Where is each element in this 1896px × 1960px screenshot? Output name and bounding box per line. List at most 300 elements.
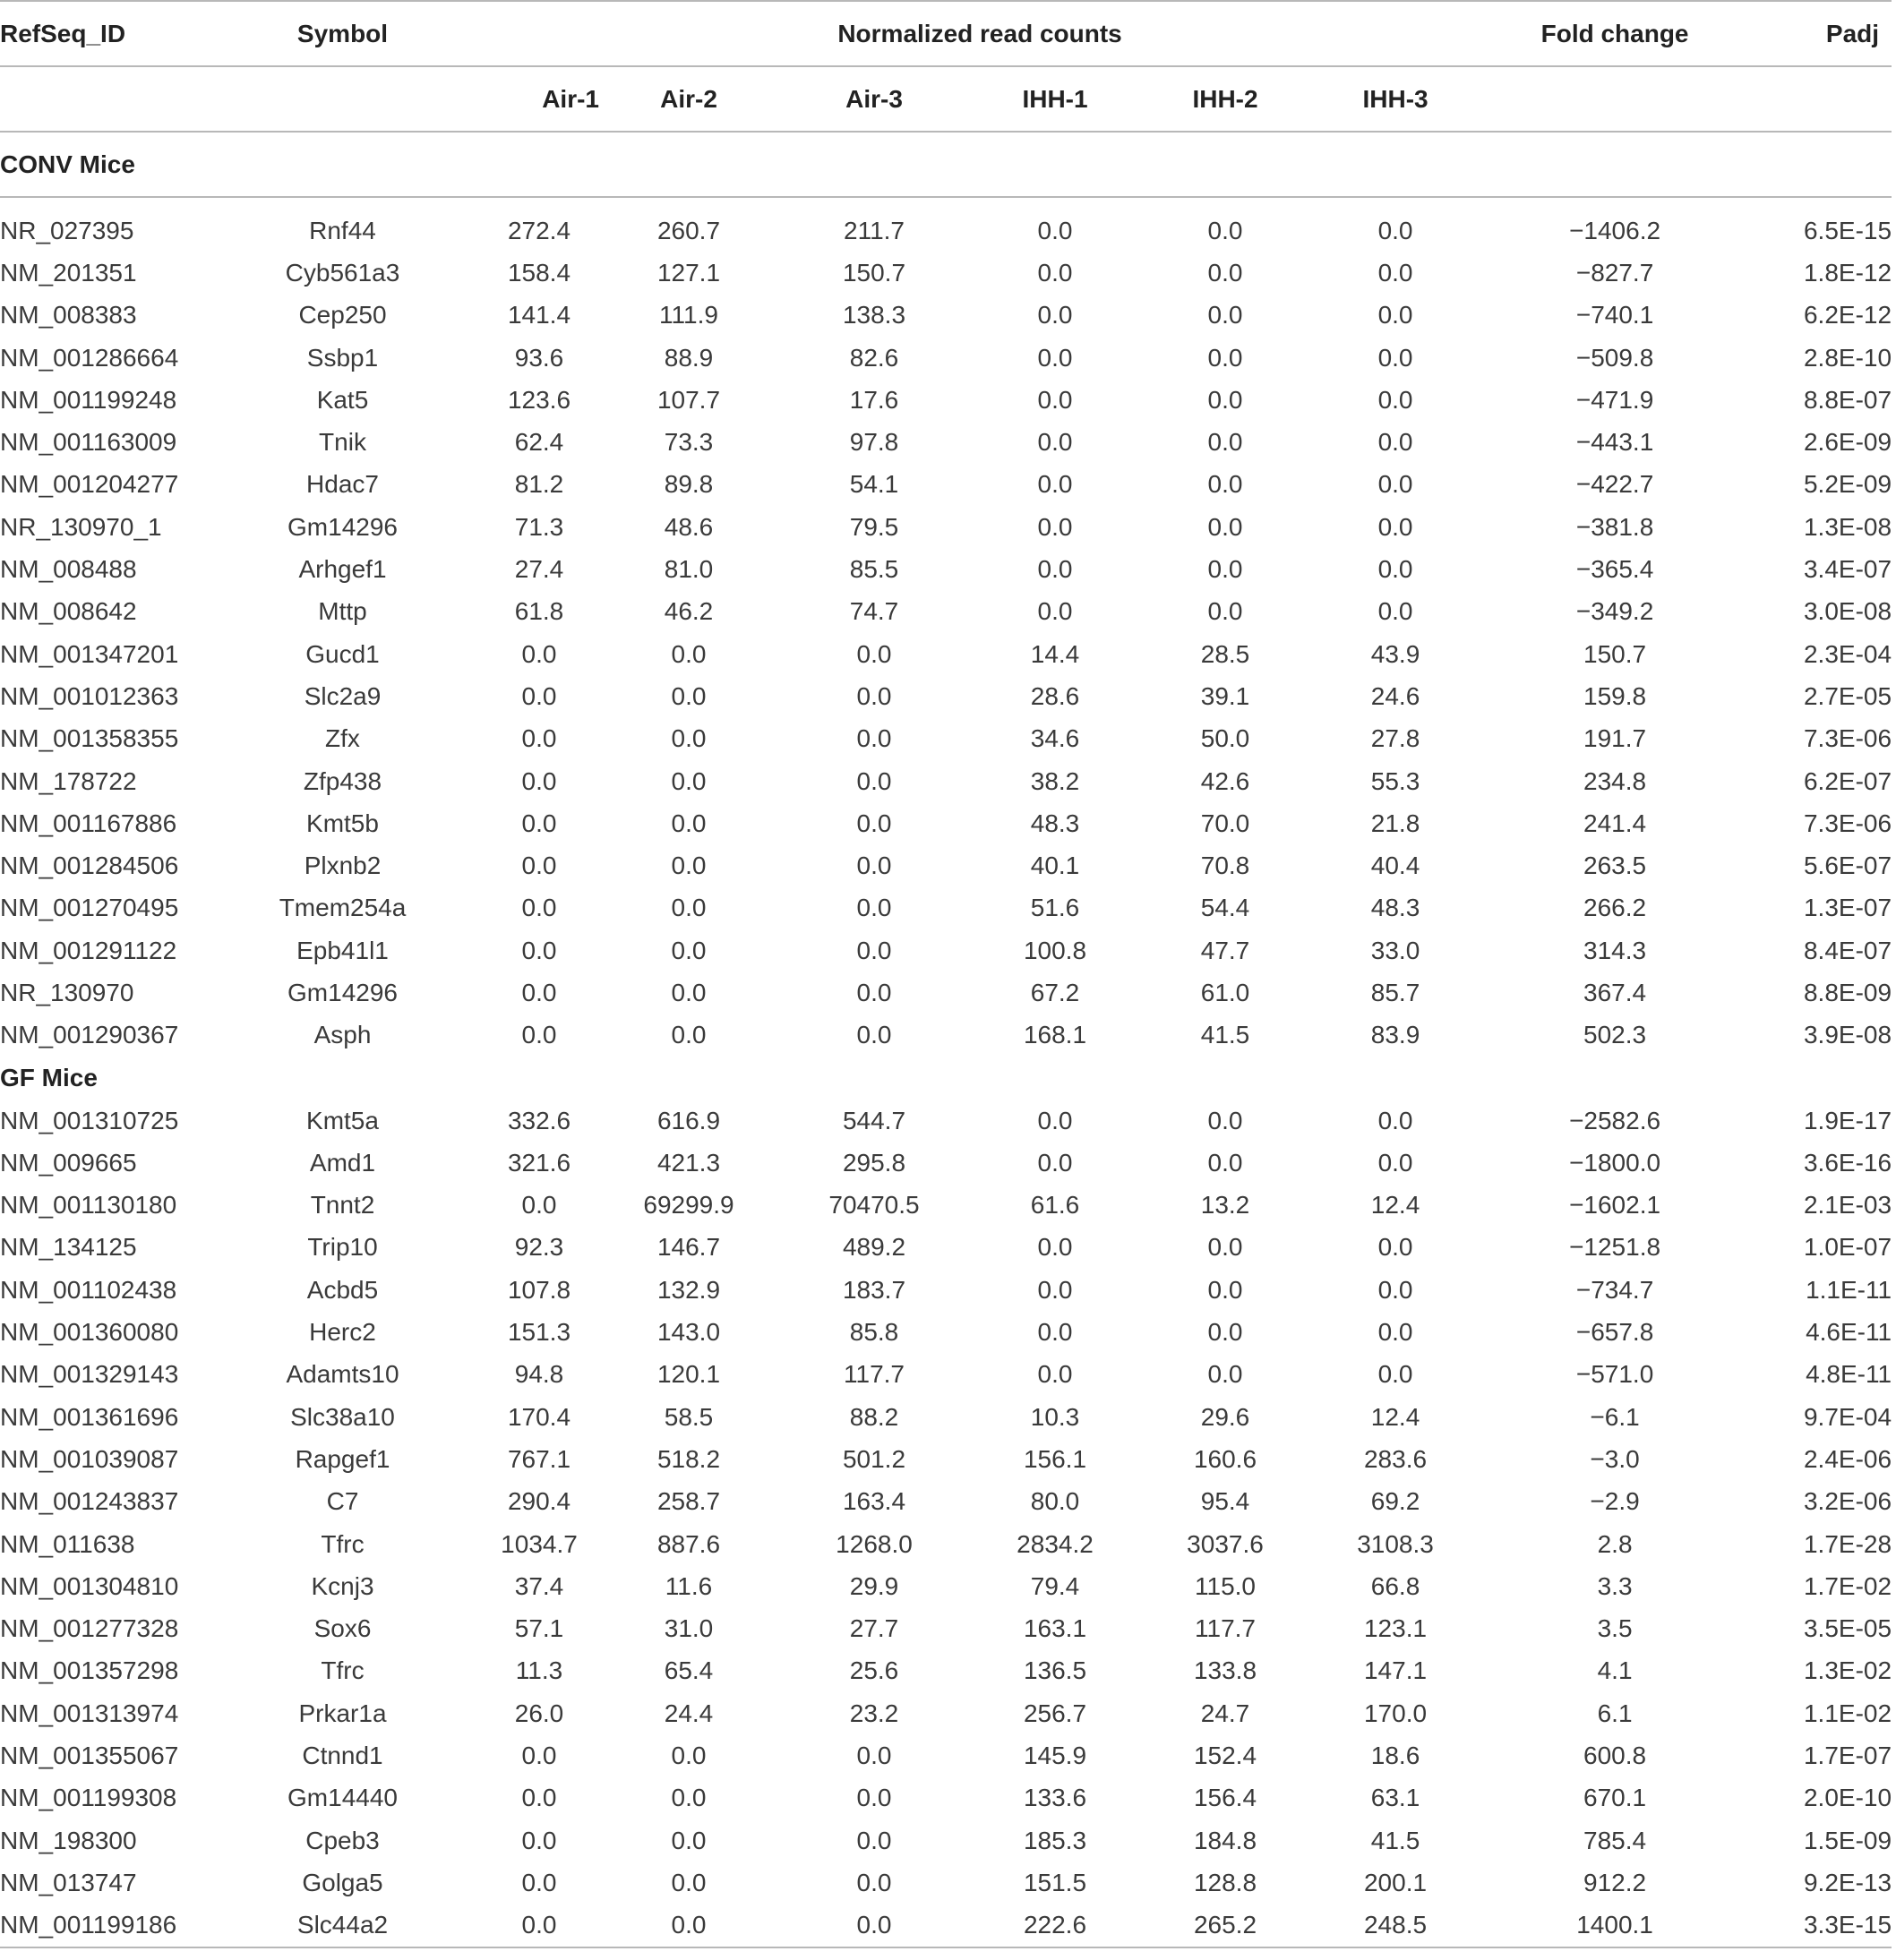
symbol-cell: Gm14296 [287,512,398,541]
fold-change-cell: 191.7 [1583,724,1647,753]
air-3-cell: 0.0 [856,1784,892,1812]
ihh-2-cell: 95.4 [1200,1487,1250,1516]
air-3-cell: 163.4 [842,1487,906,1516]
ihh-1-cell: 256.7 [1023,1699,1087,1727]
symbol-cell: Cyb561a3 [285,258,400,287]
air-1-cell: 11.3 [515,1656,563,1685]
fold-change-cell: 159.8 [1583,681,1647,710]
ihh-2-cell: 0.0 [1207,216,1243,244]
symbol-cell: Mttp [318,597,367,626]
fold-change-cell: 2.8 [1597,1529,1633,1558]
air-1-cell: 0.0 [521,1826,557,1854]
table-row [0,379,1892,421]
col-header-ihh-3: IHH-3 [1310,66,1480,132]
padj-cell: 1.1E-11 [1806,1275,1892,1304]
table-row [0,548,1892,590]
ihh-2-cell: 117.7 [1195,1614,1256,1643]
ihh-1-cell: 2834.2 [1017,1529,1094,1558]
ihh-3-cell: 123.1 [1363,1614,1428,1643]
ihh-1-cell: 67.2 [1030,978,1080,1006]
symbol-cell: Prkar1a [298,1699,387,1727]
symbol-cell: Amd1 [309,1148,376,1177]
fold-change-cell: 3.3 [1597,1571,1633,1600]
ihh-3-cell: 12.4 [1370,1402,1420,1431]
fold-change-cell: −571.0 [1575,1360,1654,1389]
ihh-2-cell: 42.6 [1200,766,1250,795]
air-2-cell: 0.0 [671,1021,707,1049]
air-1-cell: 1034.7 [501,1529,578,1558]
ihh-2-cell: 265.2 [1140,1904,1310,1947]
symbol-cell: C7 [326,1487,359,1516]
air-2-cell: 0.0 [671,852,707,880]
ihh-3-cell: 12.4 [1370,1191,1420,1220]
air-3-cell: 0.0 [856,766,892,795]
table-row [0,1650,1892,1692]
ihh-3-cell: 43.9 [1370,639,1420,668]
fold-change-cell: −509.8 [1575,343,1654,372]
fold-change-cell: −6.1 [1590,1402,1640,1431]
air-1-cell: 37.4 [514,1571,564,1600]
ihh-3-cell: 18.6 [1370,1742,1420,1770]
padj-cell: 9.7E-04 [1803,1402,1892,1431]
refseq-id-cell: NM_001355067 [0,1742,179,1770]
table-row [0,1269,1892,1311]
table-row [0,802,1892,844]
padj-cell: 6.2E-07 [1803,766,1892,795]
padj-cell: 8.8E-07 [1803,385,1892,414]
air-3-cell: 544.7 [842,1106,906,1134]
symbol-cell: Golga5 [302,1868,383,1896]
ihh-2-cell: 3037.6 [1187,1529,1264,1558]
ihh-3-cell: 0.0 [1377,428,1413,457]
air-3-cell: 150.7 [842,258,906,287]
padj-cell: 1.1E-02 [1803,1699,1892,1727]
padj-cell: 4.8E-11 [1806,1360,1892,1389]
fold-change-cell: −1800.0 [1569,1148,1661,1177]
air-3-cell: 501.2 [842,1444,906,1473]
air-1-cell: 290.4 [507,1487,571,1516]
air-2-cell: 0.0 [599,1904,778,1947]
table-row [0,1904,1892,1947]
ihh-1-cell: 80.0 [1030,1487,1080,1516]
padj-cell: 3.9E-08 [1803,1021,1892,1049]
ihh-1-cell: 0.0 [1037,470,1073,499]
air-3-cell: 23.2 [849,1699,899,1727]
air-3-cell: 0.0 [856,852,892,880]
ihh-1-cell: 151.5 [1023,1868,1087,1896]
ihh-1-cell: 0.0 [1037,555,1073,584]
table-row [0,197,1892,252]
refseq-id-cell: NM_001199308 [0,1784,177,1812]
padj-cell: 2.7E-05 [1803,681,1892,710]
air-1-cell: 0.0 [521,894,557,922]
air-3-cell: 1268.0 [836,1529,913,1558]
padj-cell: 1.3E-08 [1803,512,1892,541]
refseq-id-cell: NM_001284506 [0,852,179,880]
air-3-cell: 0.0 [856,681,892,710]
ihh-1-cell: 185.3 [1023,1826,1087,1854]
air-2-cell: 518.2 [656,1444,721,1473]
symbol-cell: Rapgef1 [295,1444,390,1473]
ihh-3-cell: 66.8 [1370,1571,1420,1600]
ihh-2-cell: 0.0 [1207,343,1243,372]
air-1-cell: 0.0 [521,978,557,1006]
air-3-cell: 88.2 [849,1402,899,1431]
air-2-cell: 0.0 [671,809,707,837]
air-3-cell: 54.1 [849,470,899,499]
ihh-3-cell: 283.6 [1363,1444,1428,1473]
air-3-cell: 85.5 [849,555,899,584]
air-3-cell: 79.5 [849,512,899,541]
air-3-cell: 138.3 [842,301,906,330]
air-1-cell: 57.1 [514,1614,564,1643]
symbol-cell: Cpeb3 [305,1826,380,1854]
fold-change-cell: 502.3 [1583,1021,1647,1049]
air-1-cell: 0.0 [521,639,557,668]
ihh-3-cell: 0.0 [1377,385,1413,414]
table-row [0,1142,1892,1184]
fold-change-cell: 785.4 [1583,1826,1647,1854]
ihh-2-cell: 115.0 [1195,1571,1256,1600]
ihh-1-cell: 10.3 [1030,1402,1080,1431]
refseq-id-cell: NR_130970 [0,978,134,1006]
air-3-cell: 0.0 [856,724,892,753]
fold-change-cell: 367.4 [1583,978,1647,1006]
ihh-1-cell: 0.0 [1037,1148,1073,1177]
ihh-1-cell: 100.8 [1023,936,1087,964]
air-1-cell: 141.4 [507,301,571,330]
symbol-cell: Trip10 [307,1233,378,1262]
ihh-3-cell: 147.1 [1363,1656,1428,1685]
padj-cell: 9.2E-13 [1803,1868,1892,1896]
padj-cell: 3.0E-08 [1803,597,1892,626]
fold-change-cell: −349.2 [1575,597,1654,626]
air-1-cell: 272.4 [507,216,571,244]
air-2-cell: 0.0 [671,1826,707,1854]
ihh-2-cell: 0.0 [1207,1106,1243,1134]
padj-cell: 2.4E-06 [1803,1444,1892,1473]
table-row [0,421,1892,463]
air-1-cell: 0.0 [521,681,557,710]
air-1-cell: 0.0 [521,936,557,964]
fold-change-cell: 600.8 [1583,1742,1647,1770]
ihh-3-cell: 0.0 [1377,1275,1413,1304]
ihh-3-cell: 55.3 [1370,766,1420,795]
ihh-3-cell: 69.2 [1370,1487,1420,1516]
air-1-cell: 26.0 [514,1699,564,1727]
table-row [0,1227,1892,1269]
air-1-cell: 0.0 [521,809,557,837]
air-2-cell: 73.3 [664,428,714,457]
symbol-cell: Gm14440 [287,1784,398,1812]
fold-change-cell: 150.7 [1583,639,1647,668]
refseq-id-cell: NM_001199186 [0,1904,206,1947]
fold-change-cell: 234.8 [1583,766,1647,795]
air-3-cell: 211.7 [844,216,905,244]
fold-change-cell: −1406.2 [1569,216,1661,244]
air-1-cell: 92.3 [514,1233,564,1262]
ihh-1-cell: 0.0 [1037,1233,1073,1262]
air-3-cell: 0.0 [856,1826,892,1854]
ihh-3-cell: 0.0 [1377,301,1413,330]
air-3-cell: 85.8 [849,1318,899,1347]
col-header-normalized-read-counts: Normalized read counts [479,1,1480,66]
padj-cell: 1.7E-02 [1803,1571,1892,1600]
ihh-2-cell: 0.0 [1207,555,1243,584]
ihh-2-cell: 0.0 [1207,1275,1243,1304]
symbol-cell: Kmt5a [306,1106,379,1134]
ihh-1-cell: 222.6 [970,1904,1140,1947]
fold-change-cell: −365.4 [1575,555,1654,584]
fold-change-cell: −2.9 [1590,1487,1640,1516]
ihh-2-cell: 0.0 [1207,512,1243,541]
fold-change-cell: 263.5 [1583,852,1647,880]
air-1-cell: 81.2 [514,470,564,499]
ihh-1-cell: 145.9 [1023,1742,1087,1770]
padj-cell: 7.3E-06 [1803,724,1892,753]
air-1-cell: 0.0 [521,766,557,795]
ihh-1-cell: 0.0 [1037,1360,1073,1389]
padj-cell: 8.8E-09 [1803,978,1892,1006]
symbol-cell: Epb41l1 [296,936,389,964]
ihh-3-cell: 33.0 [1370,936,1420,964]
table-row [0,1777,1892,1819]
section-title: CONV Mice [0,132,1892,197]
air-2-cell: 616.9 [656,1106,721,1134]
refseq-id-cell: NM_001304810 [0,1571,179,1600]
symbol-cell: Slc2a9 [304,681,382,710]
table-row [0,591,1892,633]
ihh-3-cell: 27.8 [1370,724,1420,753]
air-3-cell: 97.8 [849,428,899,457]
air-1-cell: 107.8 [507,1275,571,1304]
symbol-cell: Hdac7 [306,470,379,499]
air-1-cell: 0.0 [521,1742,557,1770]
fold-change-cell: 1400.1 [1480,1904,1749,1947]
table-row [0,1608,1892,1650]
ihh-1-cell: 0.0 [1037,301,1073,330]
symbol-cell: Zfx [325,724,360,753]
ihh-1-cell: 34.6 [1030,724,1080,753]
refseq-id-cell: NM_001290367 [0,1021,179,1049]
symbol-cell: Sox6 [313,1614,372,1643]
fold-change-cell: −3.0 [1590,1444,1640,1473]
table-row [0,464,1892,506]
ihh-2-cell: 47.7 [1200,936,1250,964]
ihh-1-cell: 79.4 [1030,1571,1080,1600]
air-3-cell: 295.8 [842,1148,906,1177]
section-title: GF Mice [0,1063,98,1091]
air-2-cell: 0.0 [671,639,707,668]
table-row [0,1565,1892,1607]
ihh-3-cell: 0.0 [1377,512,1413,541]
air-3-cell: 70470.5 [828,1191,920,1220]
refseq-id-cell: NR_027395 [0,216,134,244]
padj-cell: 2.8E-10 [1803,343,1892,372]
table-row [0,1481,1892,1523]
air-2-cell: 65.4 [664,1656,714,1685]
air-1-cell: 0.0 [521,1191,557,1220]
air-1-cell: 0.0 [521,1868,557,1896]
fold-change-cell: −422.7 [1575,470,1654,499]
padj-cell: 8.4E-07 [1803,936,1892,964]
air-1-cell: 93.6 [514,343,564,372]
air-2-cell: 69299.9 [643,1191,734,1220]
ihh-3-cell: 3108.3 [1357,1529,1434,1558]
ihh-2-cell: 70.0 [1200,809,1250,837]
padj-cell: 7.3E-06 [1803,809,1892,837]
air-3-cell: 0.0 [856,639,892,668]
padj-cell: 2.0E-10 [1803,1784,1892,1812]
symbol-cell: Gucd1 [305,639,380,668]
symbol-cell: Kmt5b [306,809,379,837]
ihh-3-cell: 0.0 [1377,258,1413,287]
refseq-id-cell: NM_001291122 [0,936,177,964]
air-1-cell: 767.1 [507,1444,571,1473]
ihh-1-cell: 156.1 [1023,1444,1087,1473]
ihh-2-cell: 156.4 [1193,1784,1257,1812]
padj-cell: 2.1E-03 [1803,1191,1892,1220]
padj-cell: 4.6E-11 [1806,1318,1892,1347]
refseq-id-cell: NM_001039087 [0,1444,179,1473]
symbol-cell: Asph [313,1021,372,1049]
air-3-cell: 0.0 [856,1021,892,1049]
fold-change-cell: −734.7 [1575,1275,1654,1304]
refseq-id-cell: NM_001199248 [0,385,177,414]
refseq-id-cell: NM_008642 [0,597,137,626]
air-2-cell: 0.0 [671,681,707,710]
air-2-cell: 0.0 [671,936,707,964]
ihh-3-cell: 40.4 [1370,852,1420,880]
padj-cell: 3.2E-06 [1803,1487,1892,1516]
air-3-cell: 489.2 [842,1233,906,1262]
symbol-cell: Kat5 [316,385,369,414]
padj-cell: 2.6E-09 [1803,428,1892,457]
refseq-id-cell: NM_001329143 [0,1360,179,1389]
ihh-3-cell: 0.0 [1377,1360,1413,1389]
symbol-cell: Tfrc [321,1529,365,1558]
symbol-cell: Tnik [319,428,366,457]
padj-cell: 1.7E-07 [1803,1742,1892,1770]
symbol-cell: Slc44a2 [206,1904,479,1947]
refseq-id-cell: NM_001286664 [0,343,179,372]
symbol-cell: Slc38a10 [290,1402,395,1431]
refseq-id-cell: NM_001130180 [0,1191,177,1220]
air-3-cell: 29.9 [849,1571,899,1600]
ihh-2-cell: 0.0 [1207,301,1243,330]
ihh-1-cell: 48.3 [1030,809,1080,837]
ihh-3-cell: 0.0 [1377,470,1413,499]
ihh-3-cell: 24.6 [1370,681,1420,710]
symbol-cell: Cep250 [298,301,387,330]
header-row-primary [0,1,1892,66]
air-1-cell: 62.4 [514,428,564,457]
air-2-cell: 0.0 [671,766,707,795]
fold-change-cell: −827.7 [1575,258,1654,287]
padj-cell: 6.5E-15 [1803,216,1892,244]
col-header-refseq: RefSeq_ID [0,1,206,66]
symbol-cell: Arhgef1 [298,555,387,584]
fold-change-cell: 241.4 [1583,809,1647,837]
air-2-cell: 120.1 [656,1360,721,1389]
ihh-1-cell: 51.6 [1030,894,1080,922]
symbol-cell: Plxnb2 [304,852,382,880]
ihh-3-cell: 41.5 [1370,1826,1420,1854]
refseq-id-cell: NM_001243837 [0,1487,179,1516]
air-3-cell: 0.0 [856,809,892,837]
air-3-cell: 183.7 [842,1275,906,1304]
refseq-id-cell: NM_001360080 [0,1318,179,1347]
refseq-id-cell: NM_001204277 [0,470,179,499]
table-row [0,1862,1892,1904]
refseq-id-cell: NM_198300 [0,1826,137,1854]
refseq-id-cell: NM_008383 [0,301,137,330]
refseq-id-cell: NM_001358355 [0,724,179,753]
ihh-3-cell: 21.8 [1370,809,1420,837]
fold-change-cell: 314.3 [1583,936,1647,964]
refseq-id-cell: NM_001361696 [0,1402,179,1431]
symbol-cell: Ssbp1 [306,343,379,372]
ihh-2-cell: 13.2 [1200,1191,1250,1220]
refseq-id-cell: NM_001277328 [0,1614,179,1643]
padj-cell: 5.2E-09 [1803,470,1892,499]
padj-cell: 2.3E-04 [1803,639,1892,668]
col-header-ihh-2: IHH-2 [1140,66,1310,132]
fold-change-cell: 6.1 [1597,1699,1633,1727]
table-row [0,1819,1892,1862]
ihh-1-cell: 133.6 [1023,1784,1087,1812]
air-2-cell: 887.6 [656,1529,721,1558]
air-2-cell: 258.7 [656,1487,721,1516]
fold-change-cell: 912.2 [1583,1868,1647,1896]
air-2-cell: 127.1 [656,258,721,287]
air-3-cell: 0.0 [778,1904,970,1947]
air-2-cell: 0.0 [671,978,707,1006]
symbol-cell: Rnf44 [309,216,376,244]
air-2-cell: 46.2 [664,597,714,626]
refseq-id-cell: NR_130970_1 [0,512,162,541]
padj-cell: 3.6E-16 [1803,1148,1892,1177]
section-header-row [0,132,1892,197]
section-header-row [0,1057,1892,1100]
ihh-1-cell: 0.0 [1037,512,1073,541]
col-header-air-3: Air-3 [778,66,970,132]
ihh-3-cell: 0.0 [1377,1148,1413,1177]
ihh-2-cell: 0.0 [1207,258,1243,287]
refseq-id-cell: NM_008488 [0,555,137,584]
ihh-3-cell: 0.0 [1377,555,1413,584]
ihh-2-cell: 39.1 [1200,681,1250,710]
refseq-id-cell: NM_001357298 [0,1656,179,1685]
fold-change-cell: −1602.1 [1569,1191,1661,1220]
ihh-1-cell: 38.2 [1030,766,1080,795]
ihh-2-cell: 54.4 [1200,894,1250,922]
air-1-cell: 332.6 [507,1106,571,1134]
refseq-id-cell: NM_001313974 [0,1699,179,1727]
table-row [0,506,1892,548]
col-header-air-2: Air-2 [599,66,778,132]
refseq-id-cell: NM_013747 [0,1868,137,1896]
table-row [0,1100,1892,1142]
col-header-ihh-1: IHH-1 [970,66,1140,132]
air-1-cell: 61.8 [514,597,564,626]
table-row [0,844,1892,886]
air-1-cell: 123.6 [507,385,571,414]
refseq-id-cell: NM_201351 [0,258,137,287]
padj-cell: 1.3E-07 [1803,894,1892,922]
air-1-cell: 0.0 [521,1021,557,1049]
table-row [0,675,1892,717]
